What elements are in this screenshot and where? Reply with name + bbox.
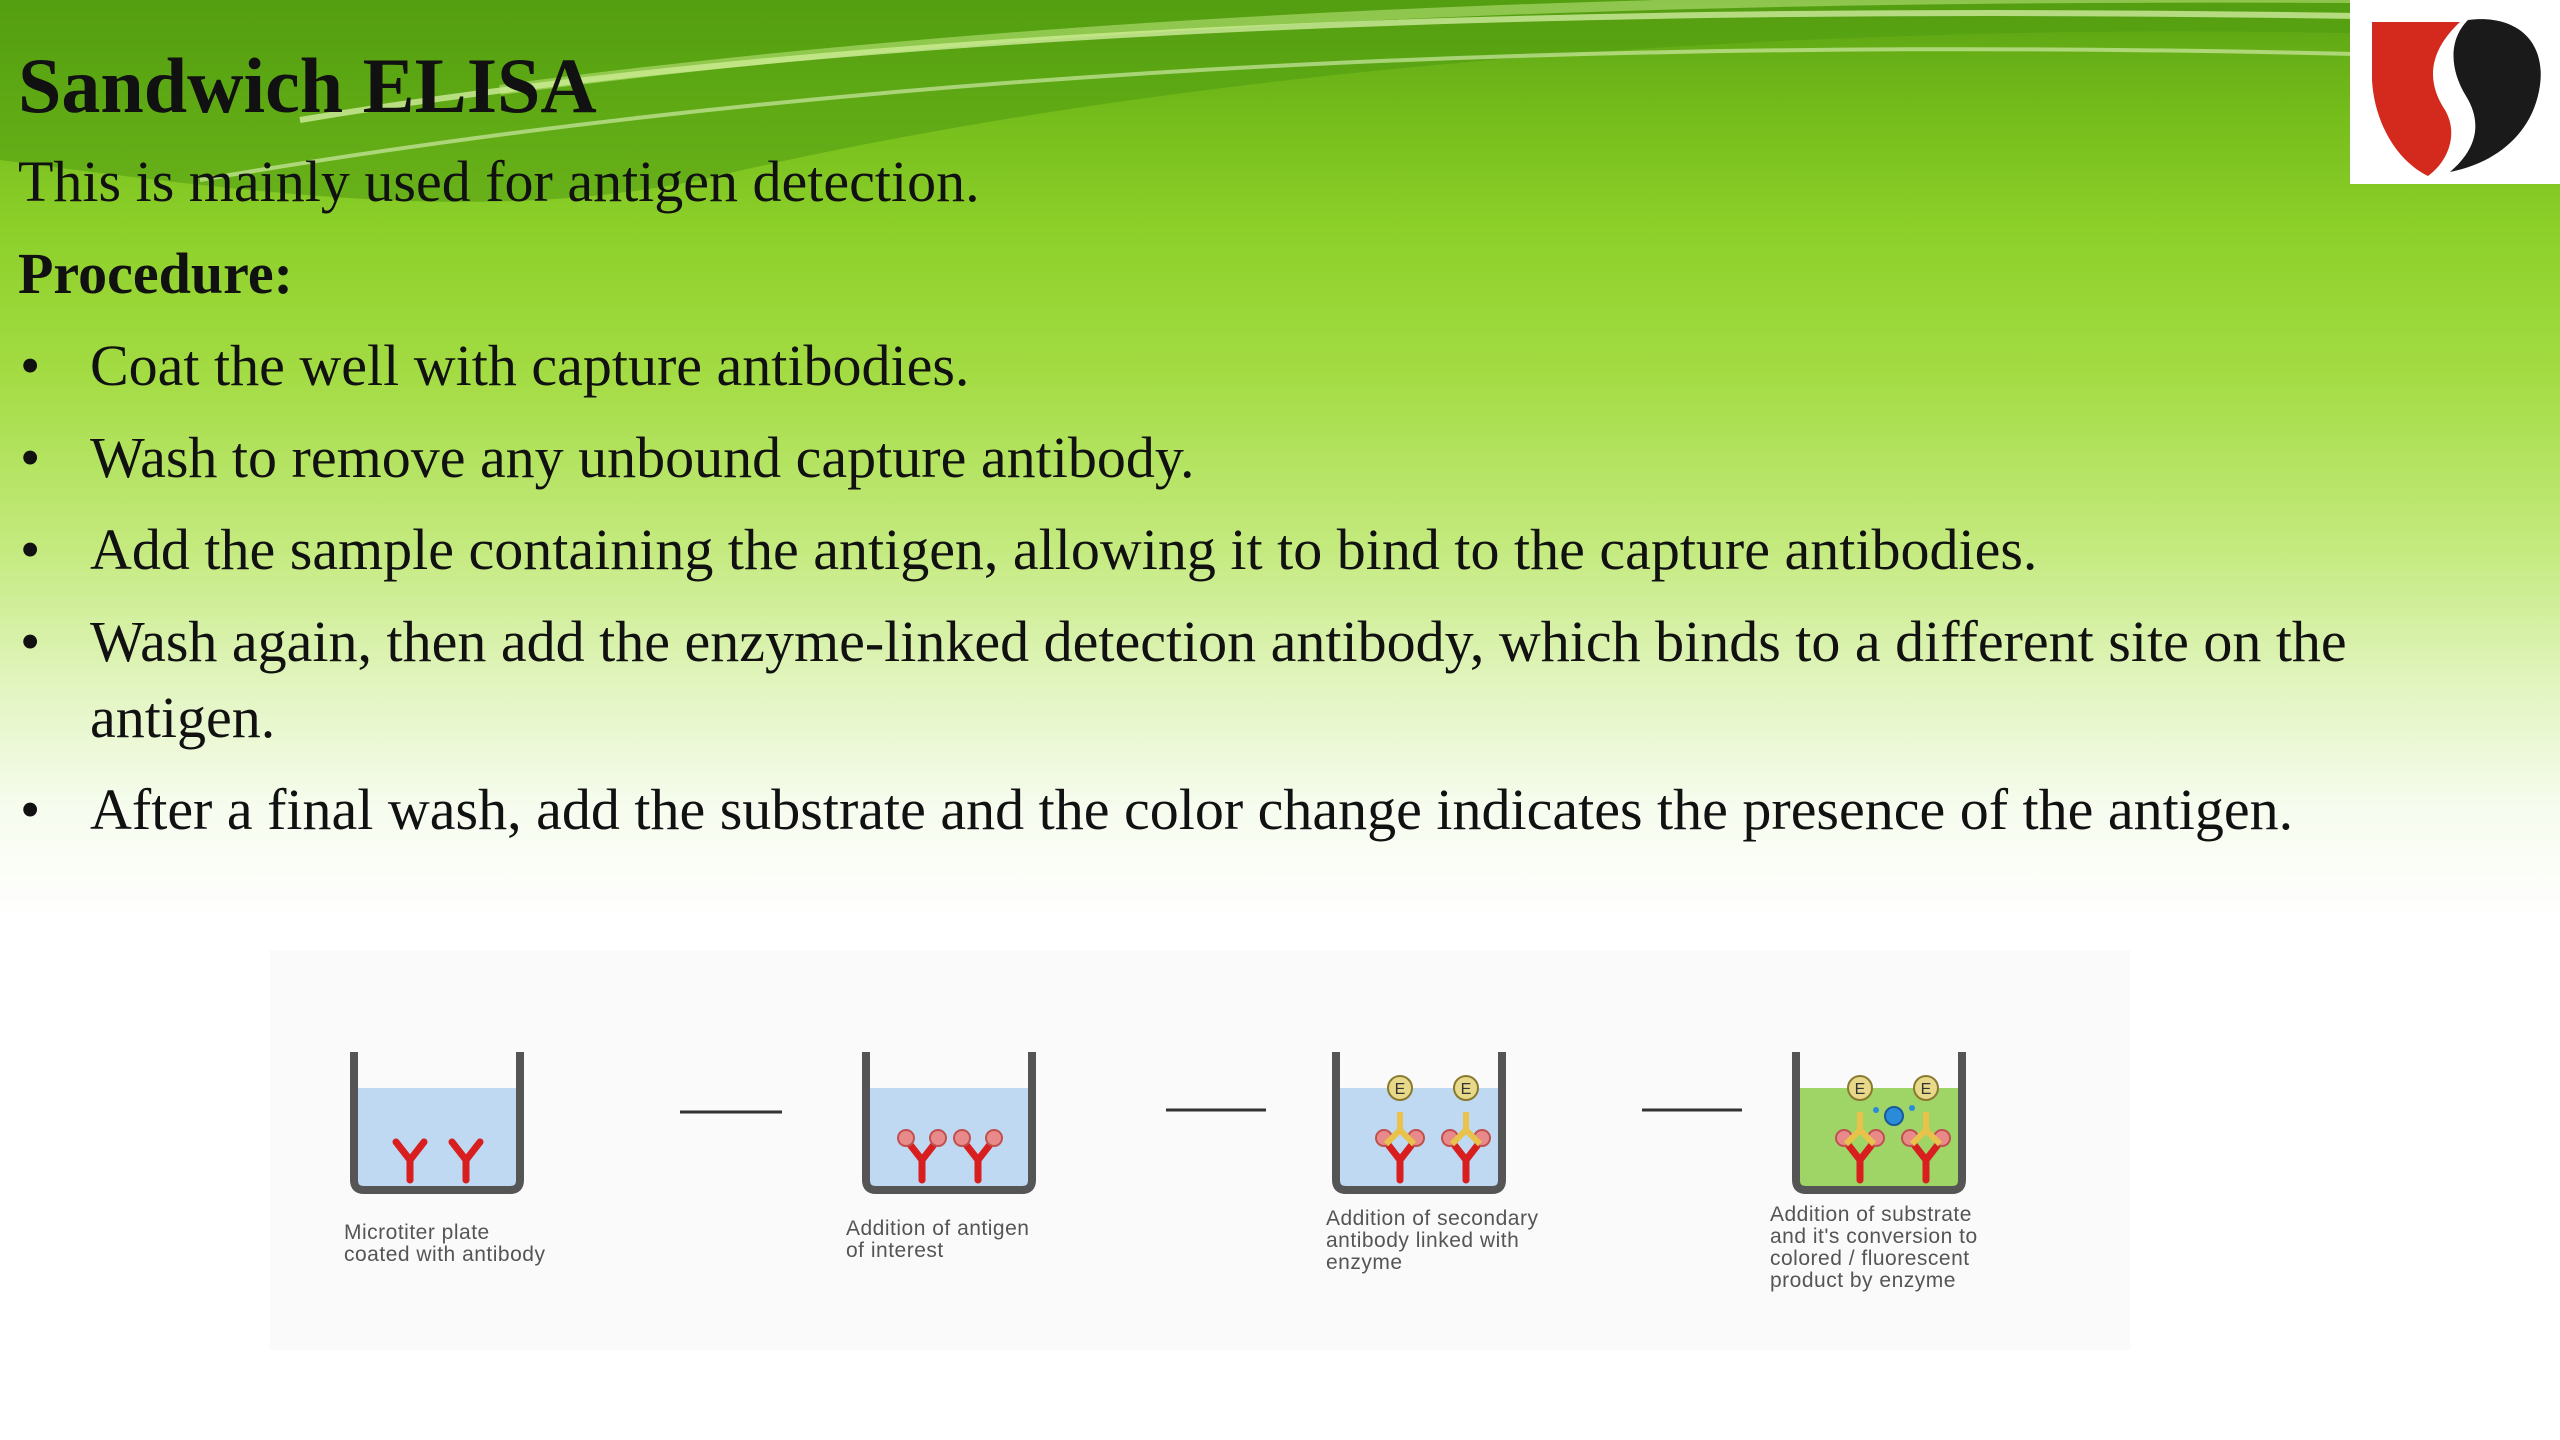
intro-text: This is mainly used for antigen detection. — [18, 149, 980, 214]
bullet-icon: • — [20, 609, 41, 674]
well-2 — [866, 1052, 1032, 1190]
well-1 — [354, 1052, 520, 1190]
colored-product — [1885, 1107, 1903, 1125]
enzyme-label: E — [1920, 1081, 1932, 1098]
bullet-icon: • — [20, 425, 41, 490]
list-item — [18, 328, 2518, 404]
step-text: Coat the well with capture antibodies. — [90, 333, 970, 398]
elisa-diagram — [270, 950, 2130, 1350]
list-item — [18, 604, 2518, 756]
well-4-caption: Addition of substrate and it's conversion to colored / fluorescent product by enzyme — [1770, 1203, 1978, 1292]
well-3-caption: Addition of secondary antibody linked with enzyme — [1326, 1207, 1539, 1274]
well-4 — [1796, 1052, 1962, 1190]
slide-content — [18, 36, 2518, 848]
bullet-icon: • — [20, 517, 41, 582]
procedure-heading: Procedure: — [18, 241, 293, 306]
enzyme-label: E — [1394, 1081, 1406, 1098]
step-text: Wash again, then add the enzyme-linked detection antibody, which binds to a different site on the antigen. — [90, 609, 2347, 750]
enzyme-label: E — [1460, 1081, 1472, 1098]
bullet-icon: • — [20, 333, 41, 398]
step-text: Wash to remove any unbound capture antibody. — [90, 425, 1195, 490]
step-text: After a final wash, add the substrate and the color change indicates the presence of the antigen. — [90, 777, 2294, 842]
enzyme-label: E — [1854, 1081, 1866, 1098]
well-3 — [1336, 1052, 1502, 1190]
slide-title: Sandwich ELISA — [18, 42, 597, 129]
well-2-caption: Addition of antigen of interest — [846, 1217, 1030, 1262]
well-1-caption: Microtiter plate coated with antibody — [344, 1221, 546, 1266]
procedure-steps-list — [18, 328, 2518, 848]
list-item — [18, 772, 2518, 848]
bullet-icon: • — [20, 777, 41, 842]
list-item — [18, 512, 2518, 588]
step-text: Add the sample containing the antigen, allowing it to bind to the capture antibodies. — [90, 517, 2038, 582]
list-item — [18, 420, 2518, 496]
